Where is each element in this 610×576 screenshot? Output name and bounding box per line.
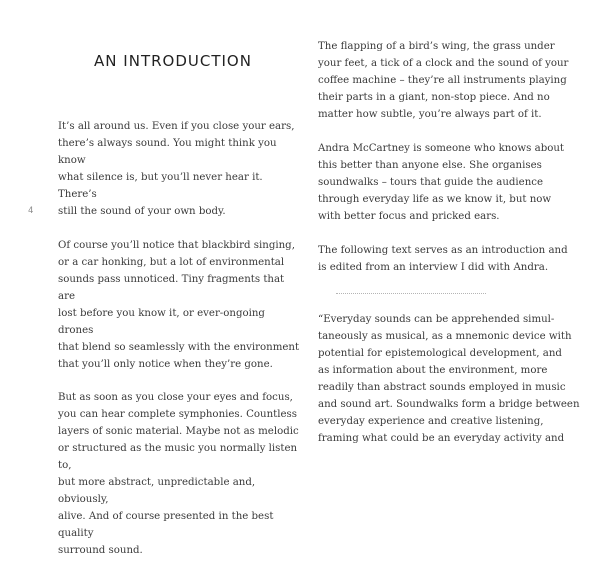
right-paragraph: The flapping of a bird’s wing, the grass under your feet, a tick of a clock and the sound of your coffee machine – they’re all instruments playing their parts in a giant, non-stop piece. And no matter how subtle, you’re always part of it. (318, 41, 569, 120)
left-paragraph: But as soon as you close your eyes and focus, you can hear complete symphonies. Countless layers of sonic material. Maybe not as melodic or structured as the music you normally listen to, but more abstract, unpredictable and, obviously, alive. And of course presented in the best quality surround sound. (58, 392, 299, 556)
interview-quote: “Everyday sounds can be apprehended simul- taneously as musical, as a mnemonic device with potential for epistemological development, and as information about the environment, more readily than abstract sounds employed in music and sound art. Soundwalks form a bridge between everyday experience and creative listening, framing what could be an everyday activity and (318, 314, 580, 444)
right-column (318, 38, 580, 464)
left-paragraph: It’s all around us. Even if you close your ears, there’s always sound. You might think you know what silence is, but you’ll never hear it. There’s still the sound of your own body. (58, 121, 295, 217)
left-column (58, 118, 303, 576)
dotted-divider (336, 293, 486, 294)
left-paragraph: Of course you’ll notice that blackbird singing, or a car honking, but a lot of environmental sounds pass unnoticed. Tiny fragments that are lost before you know it, or ever-ongoing drones that blend so seamlessly with the environment that you’ll only notice when they’re gone. (58, 240, 300, 370)
right-paragraph: Andra McCartney is someone who knows about this better than anyone else. She organises soundwalks – tours that guide the audience through everyday life as we know it, but now with better focus and pricked ears. (318, 143, 565, 222)
right-paragraph: The following text serves as an introduction and is edited from an interview I did with Andra. (318, 245, 568, 273)
page-number: 4 (28, 206, 34, 216)
chapter-heading: AN INTRODUCTION (94, 52, 252, 70)
